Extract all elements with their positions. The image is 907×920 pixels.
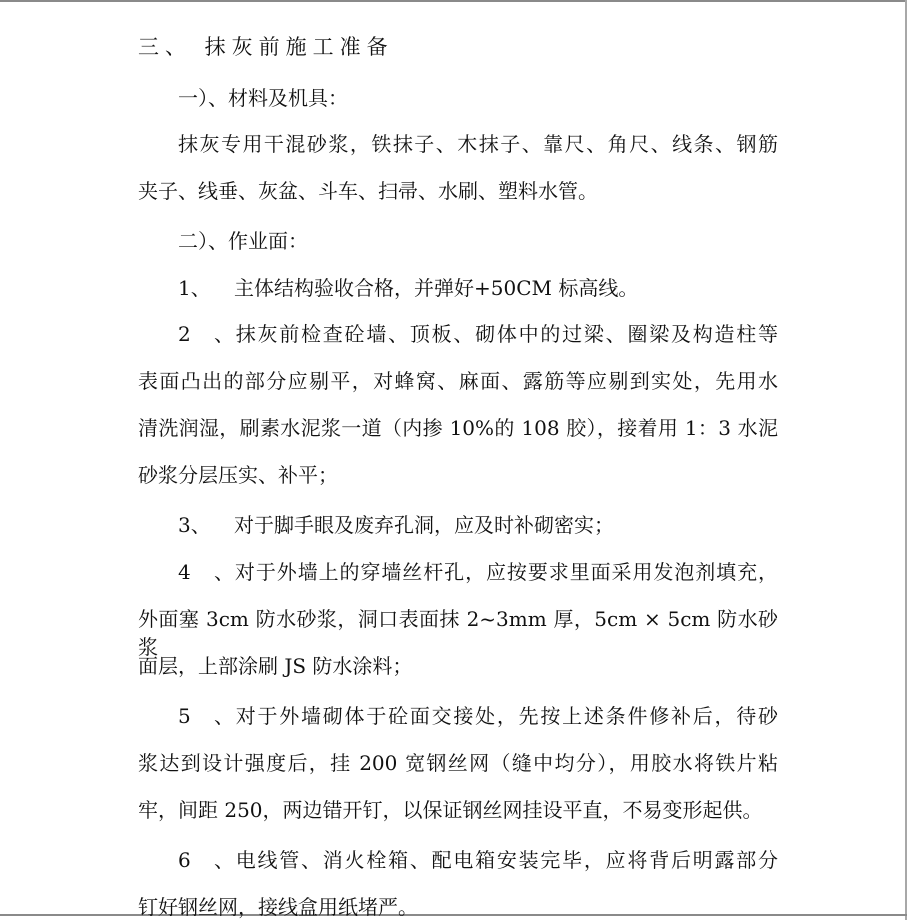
list-item-1 — [178, 274, 778, 302]
paragraph-line: 钉好钢丝网，接线盒用纸堵严。 — [138, 895, 418, 919]
item-text: 抹灰前检查砼墙、顶板、砌体中的过梁、圈梁及构造柱等 — [234, 322, 778, 346]
item-number: 3、 — [178, 513, 211, 537]
list-item-2 — [178, 320, 778, 348]
item-number: 2、 — [178, 322, 234, 346]
subsection-title-materials: 一）、材料及机具： — [178, 86, 348, 110]
item-text: 对于外墙上的穿墙丝杆孔，应按要求里面采用发泡剂填充， — [234, 560, 778, 584]
item-text: 电线管、消火栓箱、配电箱安装完毕，应将背后明露部分 — [234, 848, 778, 872]
paragraph-line: 砂浆分层压实、补平； — [138, 463, 338, 487]
paragraph-line: 表面凸出的部分应剔平，对蜂窝、麻面、露筋等应剔到实处，先用水 — [138, 369, 778, 393]
item-number: 5、 — [178, 704, 234, 728]
item-number: 4、 — [178, 560, 234, 584]
list-item-3 — [178, 511, 778, 539]
item-number: 6、 — [178, 848, 234, 872]
subsection-title-workface: 二）、作业面： — [178, 229, 308, 253]
paragraph-line: 牢，间距 250，两边错开钉，以保证钢丝网挂设平直，不易变形起供。 — [138, 798, 763, 822]
item-number: 1、 — [178, 276, 211, 300]
paragraph-line: 夹子、线垂、灰盆、斗车、扫帚、水刷、塑料水管。 — [138, 179, 598, 203]
paragraph-line: 抹灰专用干混砂浆，铁抹子、木抹子、靠尺、角尺、线条、钢筋 — [178, 132, 778, 156]
item-text: 对于外墙砌体于砼面交接处，先按上述条件修补后，待砂 — [234, 704, 778, 728]
list-item-6 — [178, 846, 778, 874]
list-item-4 — [178, 558, 778, 586]
paragraph-line: 面层，上部涂刷 JS 防水涂料； — [138, 654, 413, 678]
section-heading: 三、 抹灰前施工准备 — [138, 35, 394, 59]
item-text: 主体结构验收合格，并弹好+50CM 标高线。 — [234, 276, 639, 300]
paragraph-line: 清洗润湿，刷素水泥浆一道（内掺 10%的 108 胶），接着用 1：3 水泥 — [138, 416, 778, 440]
item-text: 对于脚手眼及废弃孔洞，应及时补砌密实； — [234, 513, 614, 537]
paragraph-line: 浆达到设计强度后，挂 200 宽钢丝网（缝中均分），用胶水将铁片粘 — [138, 751, 778, 775]
paragraph-line: 外面塞 3cm 防水砂浆，洞口表面抹 2~3mm 厚，5cm × 5cm 防水砂浆 — [138, 607, 778, 659]
list-item-5 — [178, 702, 778, 730]
